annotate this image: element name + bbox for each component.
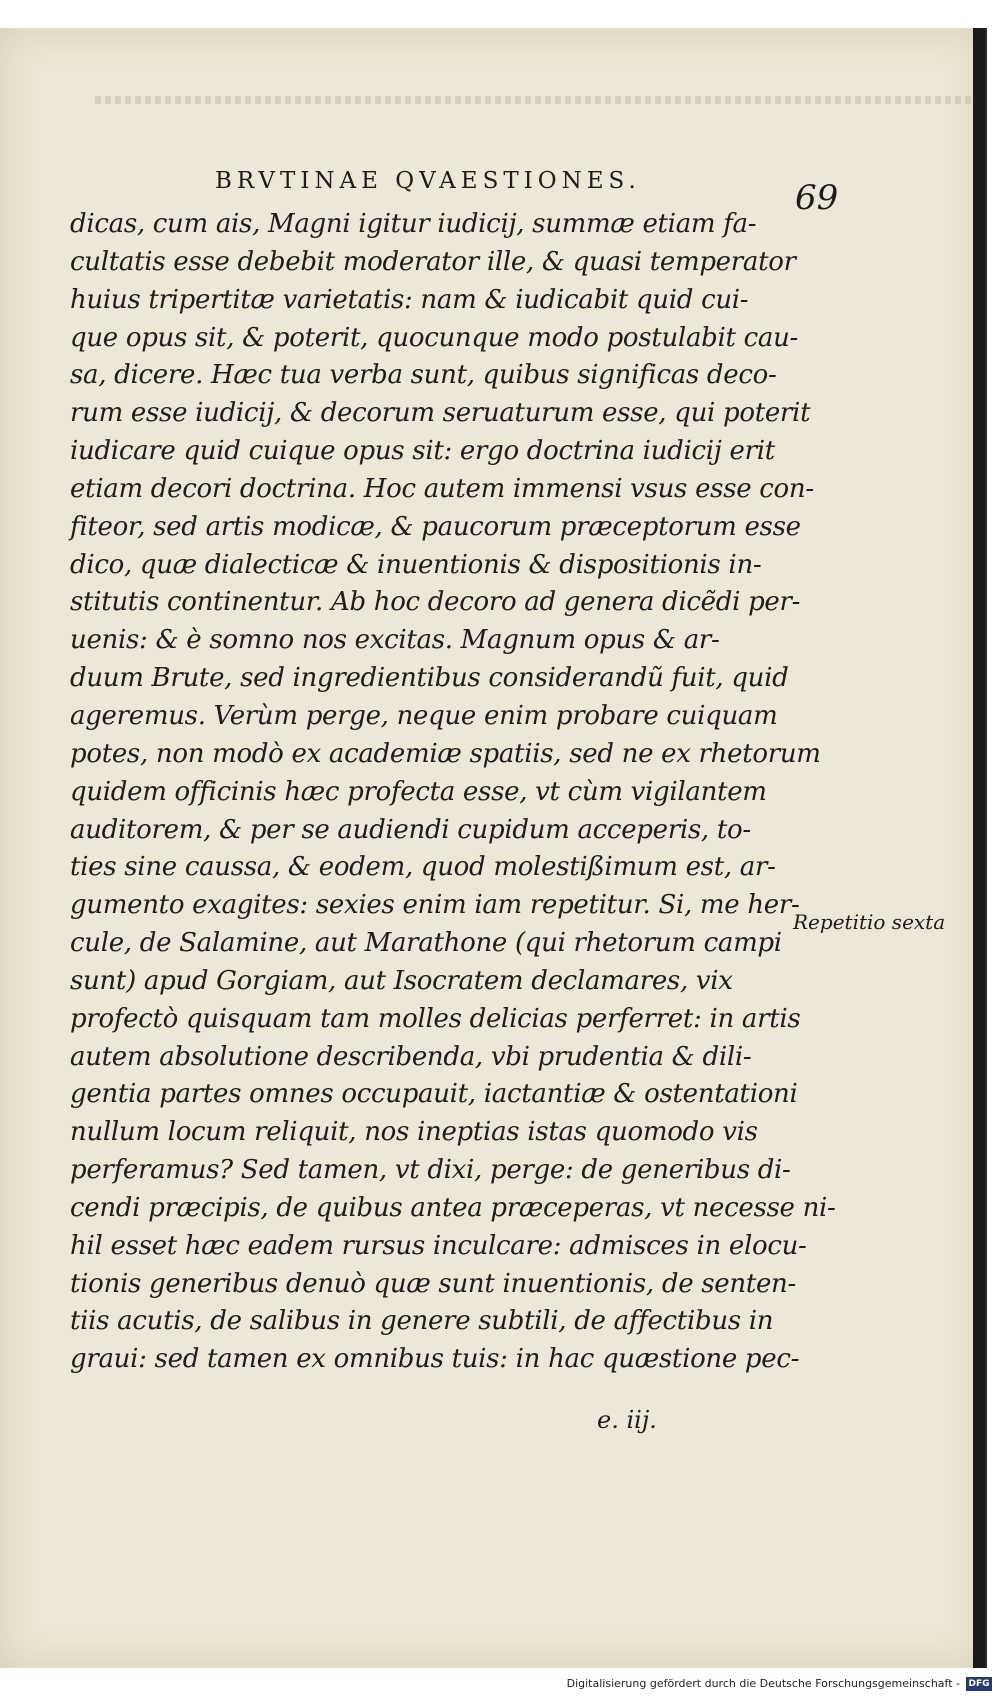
text-line: dicas, cum ais, Magni igitur iudicij, summæ etiam fa- — [70, 209, 757, 239]
text-line: que opus sit, & poterit, quocunque modo postulabit cau- — [70, 322, 799, 353]
text-line: cule, de Salamine, aut Marathone (qui rhetorum campi — [70, 928, 782, 959]
text-line: autem absolutione describenda, vbi prudentia & dili- — [70, 1041, 752, 1072]
text-line: quidem officinis hæc profecta esse, vt cùm vigilantem — [70, 776, 767, 807]
funding-credit: Digitalisierung gefördert durch die Deutsche Forschungsgemeinschaft - — [566, 1677, 960, 1690]
text-line: graui: sed tamen ex omnibus tuis: in hac quæstione pec- — [70, 1344, 800, 1375]
text-line: profectò quisquam tam molles delicias perferret: in artis — [70, 1003, 801, 1034]
text-line: ties sine caussa, & eodem, quod molestißimum est, ar- — [70, 852, 776, 883]
running-head: BRVTINAE QVAESTIONES. — [215, 168, 641, 194]
text-line: tiis acutis, de salibus in genere subtili, de affectibus in — [70, 1306, 774, 1337]
text-line: uenis: & è somno nos excitas. Magnum opus & ar- — [70, 625, 720, 656]
text-line: iudicare quid cuique opus sit: ergo doctrina iudicij erit — [70, 436, 775, 467]
text-line: sunt) apud Gorgiam, aut Isocratem declamares, vix — [70, 965, 733, 996]
text-line: etiam decori doctrina. Hoc autem immensi vsus esse con- — [70, 473, 814, 504]
signature-mark: e. iij. — [597, 1406, 657, 1434]
page-number: 69 — [795, 178, 839, 218]
text-line: auditorem, & per se audiendi cupidum acceperis, to- — [70, 814, 751, 845]
footer-bar — [0, 1674, 1000, 1696]
text-line: fiteor, sed artis modicæ, & paucorum præceptorum esse — [70, 511, 801, 542]
text-line: dico, quæ dialecticæ & inuentionis & dispositionis in- — [70, 549, 762, 580]
text-line: cendi præcipis, de quibus antea præceperas, vt necesse ni- — [70, 1192, 836, 1223]
text-line: cultatis esse debebit moderator ille, & quasi temperator — [70, 246, 796, 277]
text-line: tionis generibus denuò quæ sunt inuentionis, de senten- — [70, 1268, 796, 1299]
text-line: duum Brute, sed ingredientibus considerandũ fuit, quid — [70, 663, 789, 694]
text-line: stitutis continentur. Ab hoc decoro ad genera dicẽdi per- — [70, 587, 801, 618]
show-through-line — [95, 96, 975, 104]
text-line: perferamus? Sed tamen, vt dixi, perge: de generibus di- — [70, 1155, 791, 1186]
text-line: huius tripertitæ varietatis: nam & iudicabit quid cui- — [70, 284, 749, 315]
text-line: nullum locum reliquit, nos ineptias istas quomodo vis — [70, 1117, 758, 1148]
text-line: hil esset hæc eadem rursus inculcare: admisces in elocu- — [70, 1230, 807, 1261]
marginal-note: Repetitio sexta — [793, 910, 946, 934]
text-line: gumento exagites: sexies enim iam repetitur. Si, me her- — [70, 890, 800, 921]
book-page-scan — [0, 28, 987, 1668]
dfg-logo-icon: DFG — [966, 1677, 992, 1691]
body-text — [70, 206, 836, 1379]
text-line: sa, dicere. Hæc tua verba sunt, quibus significas deco- — [70, 360, 777, 391]
text-line: ageremus. Verùm perge, neque enim probare cuiquam — [70, 700, 778, 731]
text-line: potes, non modò ex academiæ spatiis, sed ne ex rhetorum — [70, 738, 821, 769]
text-line: gentia partes omnes occupauit, iactantiæ & ostentationi — [70, 1079, 798, 1110]
text-line: rum esse iudicij, & decorum seruaturum esse, qui poterit — [70, 398, 811, 429]
